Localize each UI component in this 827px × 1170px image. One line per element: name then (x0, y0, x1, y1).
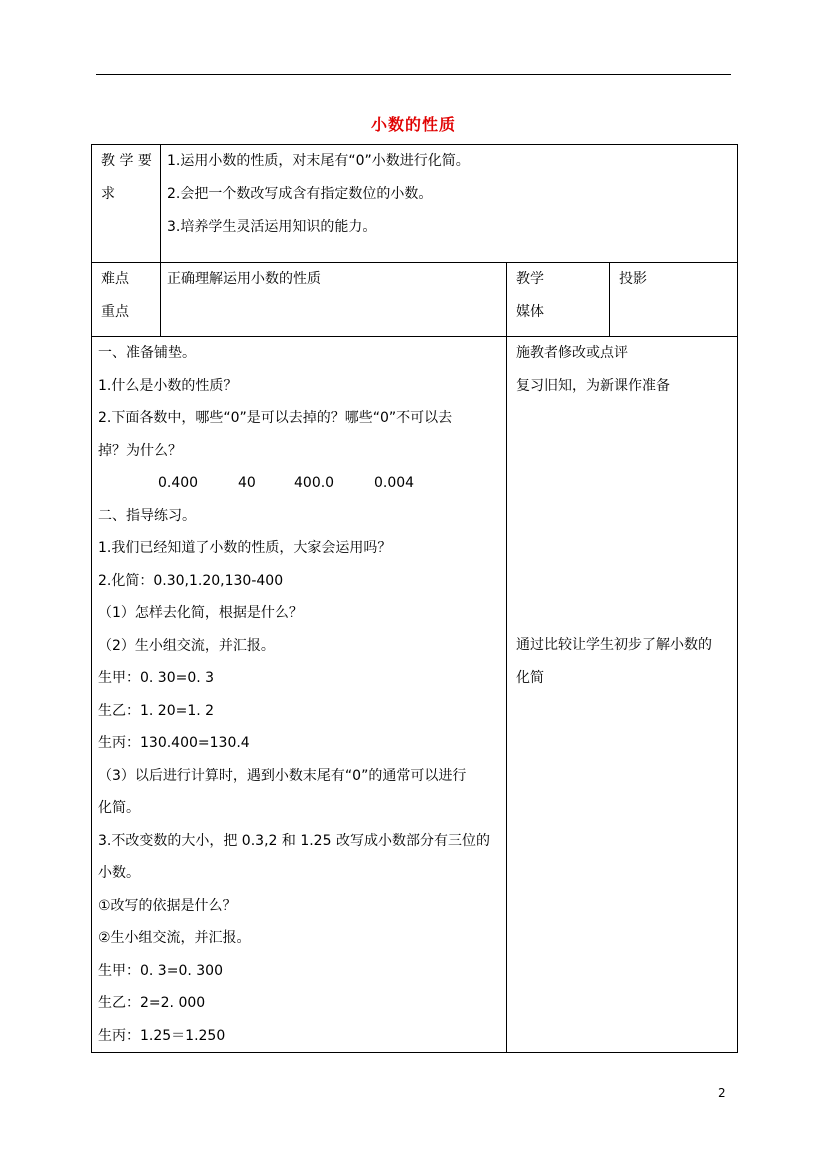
requirements-row (92, 145, 738, 263)
process-line: 生乙：2=2. 000 (98, 995, 206, 1011)
notes-heading: 施教者修改或点评 (516, 345, 628, 361)
media-label: 教学 (516, 271, 544, 287)
lesson-plan-table (91, 144, 738, 1053)
process-line: 2.下面各数中，哪些“0”是可以去掉的？哪些“0”不可以去 (98, 410, 453, 426)
requirement-item: 2.会把一个数改写成含有指定数位的小数。 (167, 186, 433, 202)
process-line: （1）怎样去化简，根据是什么？ (98, 605, 303, 621)
number-item: 400.0 (294, 475, 335, 491)
process-line: ②生小组交流，并汇报。 (98, 930, 251, 946)
process-line: 二、指导练习。 (98, 507, 196, 524)
process-line: 一、准备铺垫。 (98, 345, 196, 361)
notes-line: 通过比较让学生初步了解小数的 (516, 637, 712, 653)
number-item: 0.400 (158, 475, 199, 491)
media-label-cell (507, 263, 610, 337)
process-line: 生丙：130.400=130.4 (98, 735, 250, 751)
requirements-label: 教 学 要 (101, 153, 152, 169)
notes-line: 化简 (516, 669, 544, 686)
process-line: 生丙：1.25＝1.250 (98, 1027, 226, 1044)
focus-row (92, 263, 738, 337)
requirements-label-cont: 求 (101, 185, 115, 202)
notes-line: 复习旧知，为新课作准备 (516, 377, 670, 394)
process-line: 小数。 (98, 865, 140, 881)
number-item: 0.004 (374, 475, 415, 491)
requirements-label-cell (92, 145, 161, 263)
focus-label-cell (92, 263, 161, 337)
page-title: 小数的性质 (370, 115, 456, 134)
focus-label: 难点 (101, 271, 129, 287)
process-line: ①改写的依据是什么？ (98, 897, 237, 914)
process-line: 2.化简：0.30,1.20,130-400 (98, 572, 284, 589)
number-item: 40 (238, 475, 256, 491)
process-row (92, 337, 738, 1053)
media-value: 投影 (619, 271, 647, 287)
process-line: 1.什么是小数的性质？ (98, 377, 238, 394)
media-label-cont: 媒体 (516, 303, 544, 320)
notes-cell (507, 337, 738, 1053)
number-list (98, 467, 497, 500)
requirements-content-cell (161, 145, 738, 263)
focus-label-cont: 重点 (101, 303, 129, 320)
process-line: 化简。 (98, 800, 140, 816)
notes-spacer (516, 402, 728, 629)
header-rule (96, 74, 731, 75)
requirement-item: 1.运用小数的性质，对末尾有“0”小数进行化简。 (167, 153, 470, 169)
process-line: 生甲：0. 3=0. 300 (98, 962, 223, 979)
media-value-cell (610, 263, 738, 337)
requirement-item: 3.培养学生灵活运用知识的能力。 (167, 219, 377, 235)
process-line: 生乙：1. 20=1. 2 (98, 702, 215, 719)
process-line: 生甲：0. 30=0. 3 (98, 670, 215, 686)
process-line: 3.不改变数的大小，把 0.3,2 和 1.25 改写成小数部分有三位的 (98, 832, 490, 849)
process-cell (92, 337, 507, 1053)
process-line: （2）生小组交流，并汇报。 (98, 637, 275, 654)
focus-content-cell (161, 263, 507, 337)
process-line: 1.我们已经知道了小数的性质，大家会运用吗？ (98, 540, 392, 556)
process-line: （3）以后进行计算时，遇到小数末尾有“0”的通常可以进行 (98, 767, 467, 784)
process-line: 掉？为什么？ (98, 442, 182, 459)
page-number: 2 (718, 1086, 726, 1100)
focus-content: 正确理解运用小数的性质 (167, 271, 321, 287)
